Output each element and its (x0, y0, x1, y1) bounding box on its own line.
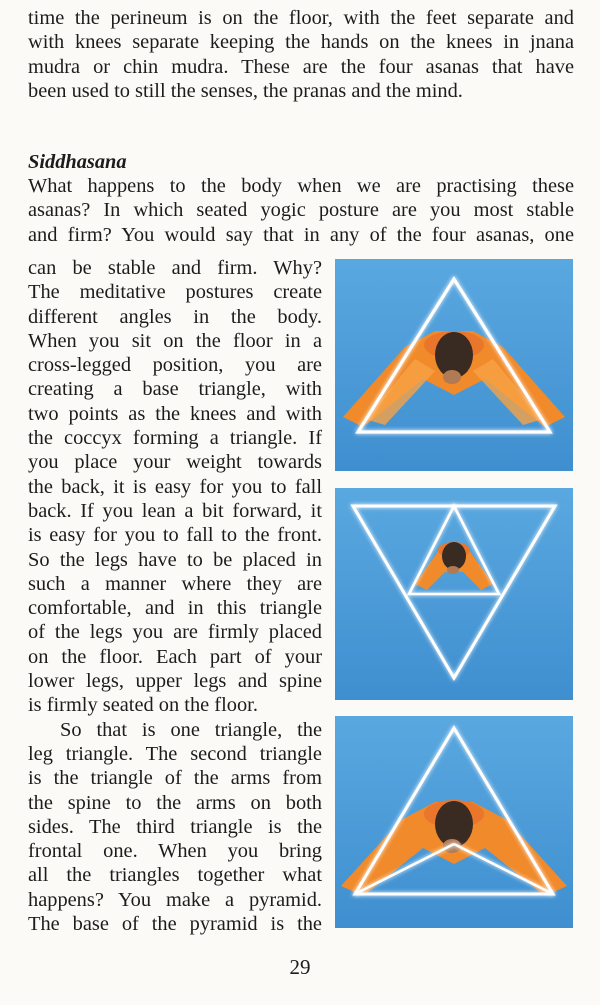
text-line: such a manner where they are (28, 572, 322, 595)
text-line: all the triangles together what (28, 864, 322, 887)
text-line: comfortable, and in this triangle (28, 597, 322, 620)
text-line: lower legs, upper legs and spine (28, 670, 322, 693)
text-line: with knees separate keeping the hands on the knees in jnana (28, 31, 574, 54)
text-line: you place your weight towards (28, 451, 322, 474)
text-line: been used to still the senses, the pranas and the mind. (28, 79, 463, 102)
text-line: cross-legged position, you are (28, 354, 322, 377)
text-line: is the triangle of the arms from (28, 767, 322, 790)
text-line: the spine to the arms on both (28, 791, 322, 814)
text-line: back. If you lean a bit forward, it (28, 499, 322, 522)
text-line: of the legs you are firmly placed (28, 621, 322, 644)
text-line: When you sit on the floor in a (28, 329, 322, 352)
text-line: leg triangle. The second triangle (28, 742, 322, 765)
photo-nested-triangles (335, 488, 573, 700)
intro-paragraph (28, 6, 574, 103)
text-line: the coccyx forming a triangle. If (28, 427, 322, 450)
page-number: 29 (289, 955, 311, 979)
text-line: on the floor. Each part of your (28, 645, 322, 668)
text-line: The meditative postures create (28, 281, 322, 304)
text-line: sides. The third triangle is the (28, 815, 322, 838)
text-line: and firm? You would say that in any of the four asanas, one (28, 223, 574, 246)
body-column (28, 256, 322, 936)
text-line: happens? You make a pyramid. (28, 888, 322, 911)
text-line: creating a base triangle, with (28, 378, 322, 401)
text-line: frontal one. When you bring (28, 840, 322, 863)
text-line: The base of the pyramid is the (28, 913, 322, 936)
photo-pyramid (335, 716, 573, 928)
text-line: the back, it is easy for you to fall (28, 475, 322, 498)
text-line: different angles in the body. (28, 305, 322, 328)
text-line: is easy for you to fall to the front. (28, 524, 322, 547)
body-paragraph-full (28, 174, 574, 247)
section-heading: Siddhasana (28, 151, 127, 173)
text-line: What happens to the body when we are practising these (28, 175, 574, 197)
text-line: time the perineum is on the floor, with the feet separate and (28, 7, 574, 29)
text-line: can be stable and firm. Why? (28, 257, 322, 279)
text-line: So the legs have to be placed in (28, 548, 322, 571)
text-line: two points as the knees and with (28, 402, 322, 425)
text-line: mudra or chin mudra. These are the four asanas that have (28, 55, 574, 78)
text-line: asanas? In which seated yogic posture are you most stable (28, 199, 574, 222)
text-line: is firmly seated on the floor. (28, 694, 258, 717)
text-line: So that is one triangle, the (60, 718, 322, 741)
photo-base-triangle (335, 259, 573, 471)
